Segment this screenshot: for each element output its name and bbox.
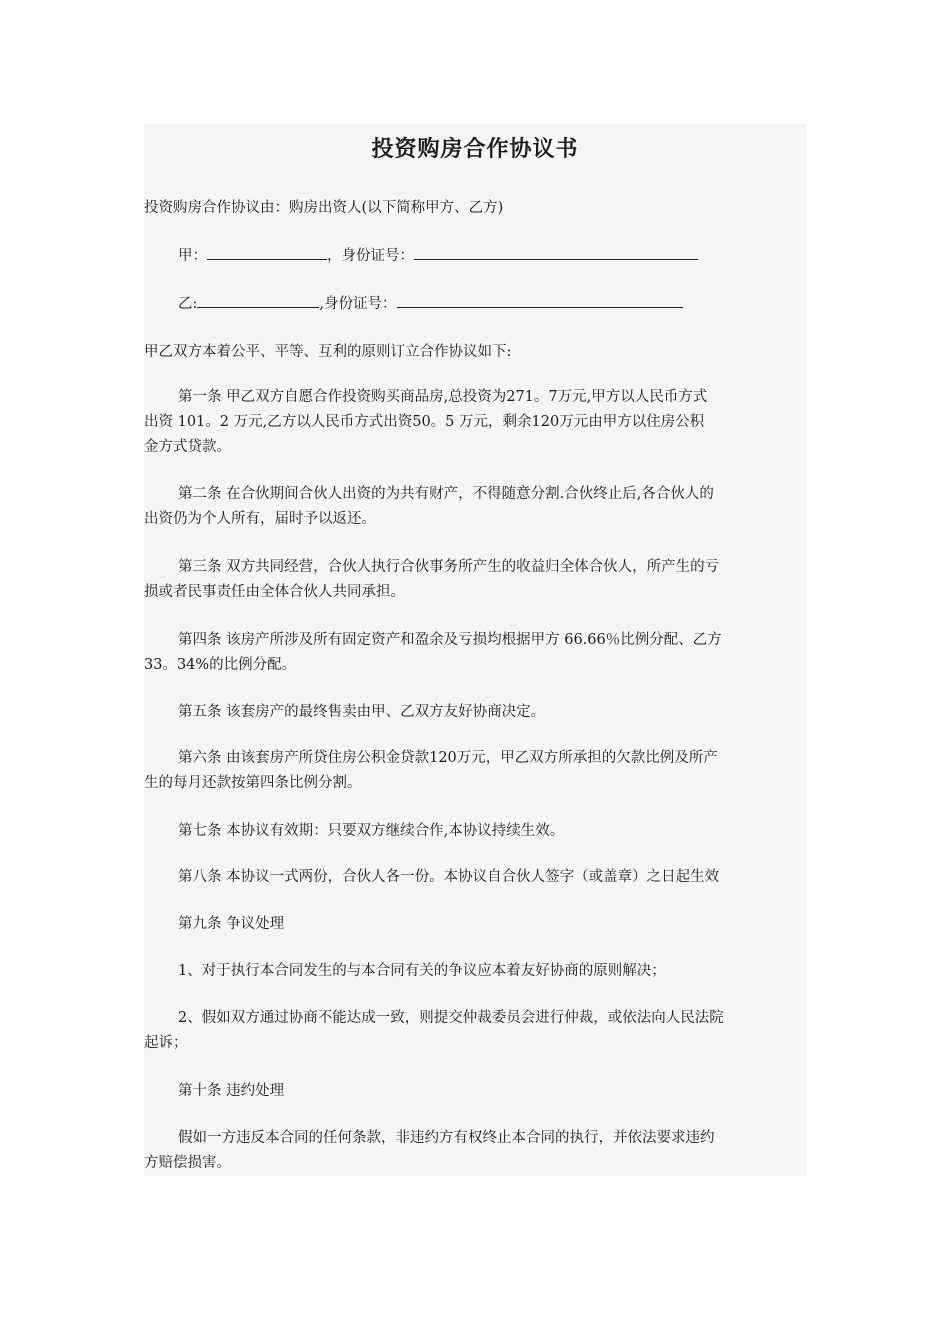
article-3-line-1: 第三条 双方共同经营，合伙人执行合伙事务所产生的收益归全体合伙人，所产生的亏 bbox=[178, 559, 720, 575]
party-b-id-blank[interactable] bbox=[397, 293, 683, 308]
party-a-name-blank[interactable] bbox=[207, 245, 327, 260]
party-b-line bbox=[144, 292, 808, 317]
article-1-line-3: 金方式贷款。 bbox=[144, 439, 231, 455]
article-10-line-1: 假如一方违反本合同的任何条款，非违约方有权终止本合同的执行，并依法要求违约 bbox=[178, 1130, 715, 1146]
party-b-label: 乙: bbox=[178, 296, 198, 312]
article-9-item-2-line-2: 起诉； bbox=[144, 1035, 188, 1051]
document-title: 投资购房合作协议书 bbox=[371, 136, 579, 162]
article-2-line-1: 第二条 在合伙期间合伙人出资的为共有财产，不得随意分割.合伙终止后,各合伙人的 bbox=[178, 486, 714, 502]
party-b-name-blank[interactable] bbox=[197, 293, 319, 308]
article-10-heading: 第十条 违约处理 bbox=[178, 1083, 285, 1099]
party-b-id-label: ,身份证号： bbox=[319, 296, 397, 312]
article-9-heading: 第九条 争议处理 bbox=[178, 916, 285, 932]
article-4-line-2: 33。34%的比例分配。 bbox=[144, 657, 297, 673]
article-9-item-1: 1、对于执行本合同发生的与本合同有关的争议应本着友好协商的原则解决； bbox=[178, 963, 666, 979]
article-6-line-1: 第六条 由该套房产所贷住房公积金贷款120万元，甲乙双方所承担的欠款比例及所产 bbox=[178, 750, 718, 766]
article-7: 第七条 本协议有效期：只要双方继续合作,本协议持续生效。 bbox=[178, 823, 565, 839]
article-9-item-2-line-1: 2、假如双方通过协商不能达成一致，则提交仲裁委员会进行仲裁，或依法向人民法院 bbox=[178, 1010, 724, 1026]
article-2-line-2: 出资仍为个人所有，届时予以返还。 bbox=[144, 511, 376, 527]
article-1-line-1: 第一条 甲乙双方自愿合作投资购买商品房,总投资为271。7万元,甲方以人民币方式 bbox=[178, 389, 708, 405]
party-a-label: 甲： bbox=[178, 248, 207, 264]
article-6-line-2: 生的每月还款按第四条比例分割。 bbox=[144, 775, 362, 791]
article-3-line-2: 损或者民事责任由全体合伙人共同承担。 bbox=[144, 584, 405, 600]
article-8: 第八条 本协议一式两份，合伙人各一份。本协议自合伙人签字（或盖章）之日起生效 bbox=[178, 869, 720, 885]
article-1-line-2: 出资 101。2 万元,乙方以人民币方式出资50。5 万元，剩余120万元由甲方以住房公积 bbox=[144, 414, 705, 430]
preamble-text: 甲乙双方本着公平、平等、互利的原则订立合作协议如下: bbox=[144, 344, 512, 360]
intro-text: 投资购房合作协议由：购房出资人(以下简称甲方、乙方) bbox=[144, 200, 504, 216]
party-a-id-label: ，身份证号： bbox=[327, 248, 414, 264]
article-10-line-2: 方赔偿损害。 bbox=[144, 1155, 231, 1171]
article-4-line-1: 第四条 该房产所涉及所有固定资产和盈余及亏损均根据甲方 66.66％比例分配、乙方 bbox=[178, 632, 722, 648]
party-a-id-blank[interactable] bbox=[414, 245, 698, 260]
party-a-line bbox=[144, 244, 808, 269]
article-5: 第五条 该套房产的最终售卖由甲、乙双方友好协商决定。 bbox=[178, 704, 546, 720]
